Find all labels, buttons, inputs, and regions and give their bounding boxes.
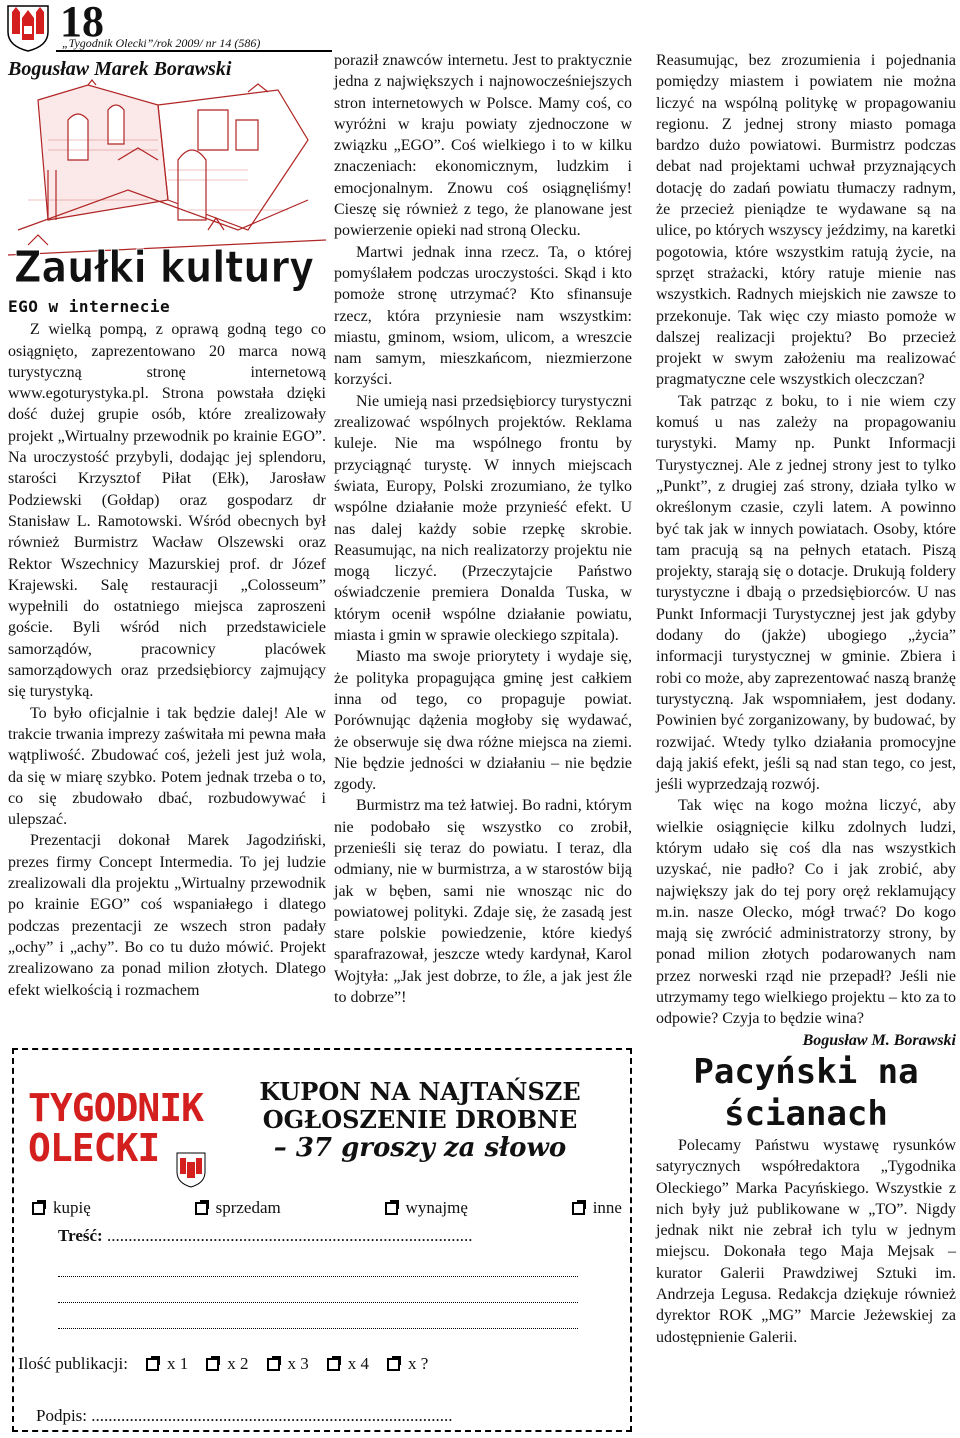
checkbox-icon[interactable]	[385, 1202, 398, 1215]
checkbox-icon[interactable]	[206, 1358, 219, 1371]
coupon-heading	[224, 1078, 616, 1162]
article-byline: Bogusław M. Borawski	[802, 1031, 956, 1049]
paragraph: Tak patrząc z boku, to i nie wiem czy komuś u nas zależy na propagowaniu turystyki. Mamy np. Punkt Informacji Turystycznej. Ale z jednej strony jest to tylko „Punkt”, z drugiej zaś strony, działa tylko w określonym czasie, czyli latem. A powinno być tak jak w innych powiatach. Osoby, które tam pracują są na pełnych etatach. Piszą projekty, starają się o dotacje. Drukują foldery turystyczne i dbają o przedsiębiorców. U nas Punkt Informacji Turystycznej jest jak gdyby dodany do (jakże) ubogiego „życia” informacji turystycznej w gminie. Zbiera i robi co może, aby zaprezentować naszą branżę turystyczną. Jak wspomniałem, jest dodany. Powinien być zorganizowany, by budować, by rozwijać. Wtedy tylko działania promocyjne dają jakiś efekt, jeśli są nad stan tego, co jest, jeśli wyprzedzają rozwój.	[656, 392, 956, 794]
podpis-label: Podpis:	[36, 1406, 88, 1425]
paragraph: Martwi jednak inna rzecz. Ta, o której pomyślałem podczas uroczystości. Skąd i kto pomoże stronę utrzymać? Kto sfinansuje rzecz, która przyniesie nam wszystkim: miastu, gminom, wsiom, ulicom, a wreszcie nam samym, mieszkańcom, niezmierzone korzyści.	[334, 243, 632, 389]
option-label: inne	[592, 1198, 622, 1217]
option-label: x 3	[287, 1354, 309, 1373]
zaulki-kultury-illustration	[8, 80, 326, 296]
paragraph: Miasto ma swoje priorytety i wydaje się, że polityka propagująca gminę jest całkiem inna od tego, co propaguje powiat. Porównując dążenia mogłoby się wydawać, że obserwuje się dwa różne miejsca na ziemi. Nie będzie jedności w działaniu – nie będzie zgody.	[334, 648, 632, 794]
article-column-1	[8, 296, 326, 1001]
section-heading: EGO w internecie	[8, 297, 171, 316]
logo-line-1: TYGODNIK	[28, 1086, 204, 1130]
option-label: x 1	[167, 1354, 189, 1373]
option-label: wynajmę	[405, 1198, 468, 1217]
option-label: sprzedam	[215, 1198, 281, 1217]
option-label: x ?	[408, 1354, 429, 1373]
option-x4[interactable]	[327, 1354, 369, 1374]
publication-count-options	[18, 1354, 628, 1374]
paragraph: To było oficjalnie i tak będzie dalej! Ale w trakcie trwania imprezy zaświtała mi pewna mała wątpliwość. Zbudować coś, jeżeli jest już wola, da się w miarę szybko. Potem jednak trzeba o to, co się zbudowało dbać, rozbudowywać i ulepszać.	[8, 704, 326, 829]
option-label: x 4	[347, 1354, 370, 1373]
article2-title: Pacyński na ścianach	[693, 1051, 919, 1134]
logo-line-2: OLECKI	[28, 1126, 160, 1170]
tresc-dots: ......................................................................................	[106, 1226, 473, 1245]
checkbox-icon[interactable]	[572, 1202, 585, 1215]
coupon-heading-line-2: OGŁOSZENIE DROBNE	[262, 1105, 578, 1134]
classified-ad-coupon	[12, 1048, 632, 1432]
option-x1[interactable]	[146, 1354, 188, 1374]
checkbox-icon[interactable]	[267, 1358, 280, 1371]
paragraph: poraził znawców internetu. Jest to praktycznie jedna z największych i najnowocześniejszych stron internetowych w Polsce. Mamy coś, co wyróżni w kraju powiaty zjednoczone w związku „EGO”. Coś wielkiego i to w kilku znaczeniach: ekonomicznym, ludzkim i emocjonalnym. Znowu coś osiągnęliśmy! Cieszę się również z tego, że planowane jest powierzenie opieki nad stroną Olecku.	[334, 52, 632, 240]
tygodnik-olecki-logo	[28, 1088, 214, 1196]
option-x3[interactable]	[267, 1354, 309, 1374]
tresc-field[interactable]	[58, 1226, 472, 1246]
checkbox-icon[interactable]	[387, 1358, 400, 1371]
option-wynajme[interactable]	[385, 1198, 468, 1218]
checkbox-icon[interactable]	[195, 1202, 208, 1215]
checkbox-icon[interactable]	[32, 1202, 45, 1215]
option-sprzedam[interactable]	[195, 1198, 281, 1218]
page-number: 18	[60, 0, 104, 46]
tresc-line[interactable]	[58, 1290, 578, 1303]
illustration-title: Zaułki kultury	[14, 242, 314, 293]
header-rule	[56, 50, 332, 52]
logo-crest-icon	[176, 1152, 206, 1188]
ilosc-label: Ilość publikacji:	[18, 1354, 129, 1373]
coupon-heading-line-1: KUPON NA NAJTAŃSZE	[259, 1077, 581, 1106]
tresc-line[interactable]	[58, 1316, 578, 1329]
coupon-heading-line-3: – 37 groszy za słowo	[273, 1133, 567, 1163]
paragraph: Nie umieją nasi przedsiębiorcy turystyczni zrealizować wspólnych projektów. Reklama kuleje. Nie ma wspólnego frontu by przyciągnąć turystę. W innych miejscach świata, Europy, Polski zrozumiano, że tylko wspólne działanie może przynieść efekt. U nas dalej każdy sobie rzepkę skrobie. Reasumując, na nich realizatorzy projektu nie mogą liczyć. (Przeczytajcie Państwo oświadczenie premiera Donalda Tuska, w którym ocenił wspólne działanie powiatu, miasta i gmin w sprawie oleckiego szpitala).	[334, 392, 632, 645]
tresc-label: Treść:	[58, 1226, 103, 1245]
checkbox-icon[interactable]	[327, 1358, 340, 1371]
column-author: Bogusław Marek Borawski	[8, 58, 232, 80]
option-inne[interactable]	[572, 1198, 622, 1218]
issue-info: „Tygodnik Olecki”/rok 2009/ nr 14 (586)	[62, 36, 261, 50]
paragraph: Tak więc na kogo można liczyć, aby wielkie osiągnięcie kilku zdolnych ludzi, którym udało się coś dla nas wszystkich uzyskać, nie padło? Co i jak zrobić, aby największy jak do tej pory oręż reklamujący m.in. nasze Olecko, mógł trwać? Do kogo mają się zwrócić administratorzy strony, by ponad milion złotych podarowanych nam przez norweski rząd nie przepadł? Jeśli nie utrzymamy tego wielkiego projektu – kto za to odpowie? Czyja to będzie wina?	[656, 797, 956, 1028]
option-label: kupię	[53, 1198, 91, 1217]
option-x2[interactable]	[206, 1354, 248, 1374]
article-column-2	[334, 50, 632, 1008]
paragraph: Z wielką pompą, z oprawą godną tego co osiągnięto, zaprezentowano 20 marca nową turystyczną stronę internetową www.egoturystyka.pl. Strona powstała dzięki dość dużej grupie osób, które zrealizowały projekt „Wirtualny przewodnik po krainie EGO”. Na uroczystość przybyli, dodając jej splendoru, starości Krzysztof Piłat (Ełk), Jarosław Podziewski (Gołdap) oraz gospodarz dr Stanisław L. Ramotowski. Wśród obecnych był również Burmistrz Wacław Olszewski oraz Rektor Wszechnicy Mazurskiej prof. dr Józef Krajewski. Salę restauracji „Colosseum” wypełnili do ostatniego miejsca zaproszeni goście. Byli wśród nich przedstawiciele samorządów, pracownicy placówek samorządowych oraz przedsiębiorcy zajmujący się turystyką.	[8, 321, 326, 701]
podpis-dots: .....................................................................................	[91, 1406, 453, 1425]
podpis-field[interactable]	[36, 1406, 453, 1426]
option-kupie[interactable]	[32, 1198, 91, 1218]
option-label: x 2	[227, 1354, 249, 1373]
ad-type-options	[32, 1198, 622, 1218]
article-column-3	[656, 50, 956, 1348]
article2-paragraph: Polecamy Państwu wystawę rysunków satyrycznych współredaktora „Tygodnika Oleckiego” Marka Pacyńskiego. Wszystkie z nich były już publikowane w „TO”. Nigdy jednak nikt nie zebrał ich tylu w jednym miejscu. Dokonała tego Maja Mejsak – kurator Galerii Prawdziwej Sztuki im. Andrzeja Legusa. Redakcja dziękuje również dyrektor ROK „MG” Marcie Jeżewskiej za udostępnienie Galerii.	[656, 1136, 956, 1346]
option-x-other[interactable]	[387, 1354, 428, 1374]
paragraph: Burmistrz ma też łatwiej. Bo radni, którym nie podobało się wszystko co zrobił, przenieśli się teraz do powiatu. I teraz, dla odmiany, nie w burmistrza, a w starostów biją jak w bęben, sami nie wnosząc nic do powiatowej polityki. Zdaje się, że zasadą jest stare polskie powiedzenie, które kiedyś sparafrazował, jeszcze wtedy kardynał, Karol Wojtyła: „Jak jest dobrze, to źle, a jak jest źle to dobrze”!	[334, 797, 632, 1007]
paragraph: Reasumując, bez zrozumienia i pojednania pomiędzy miastem i powiatem nie można liczyć na wspólną politykę w propagowaniu regionu. Z jednej strony miasto pomaga bardzo dużo powiatowi. Burmistrz podczas debat nad projektami uchwał przyznających dotację do zadań powiatu tłumaczy radnym, że przecież pieniądze te wydawane są na ulice, po których wszyscy jeździmy, na karetki pogotowia, które wszystkim ratują życie, na sprzęt strażacki, który ratuje mienie nas wszystkich. Radnych miejskich nie zawsze to przekonuje. Tak więc czy miasto pomoże w dalszej realizacji projektu? Bo przecież projekt w swym założeniu ma realizować pragmatyczne cele wszystkich oleczczan?	[656, 52, 956, 389]
checkbox-icon[interactable]	[146, 1358, 159, 1371]
paragraph: Prezentacji dokonał Marek Jagodziński, prezes firmy Concept Intermedia. To jej ludzie zrealizowali dla projektu „Wirtualny przewodnik po krainie EGO” coś wspaniałego i dlatego podczas prezentacji ze wszech stron padały „ochy” i „achy”. Bo co tu dużo mówić. Projekt zrealizowano za ponad milion złotych. Dlatego efekt wielkością i rozmachem	[8, 832, 326, 999]
olecko-coat-of-arms-icon	[6, 4, 50, 52]
tresc-line[interactable]	[58, 1264, 578, 1277]
